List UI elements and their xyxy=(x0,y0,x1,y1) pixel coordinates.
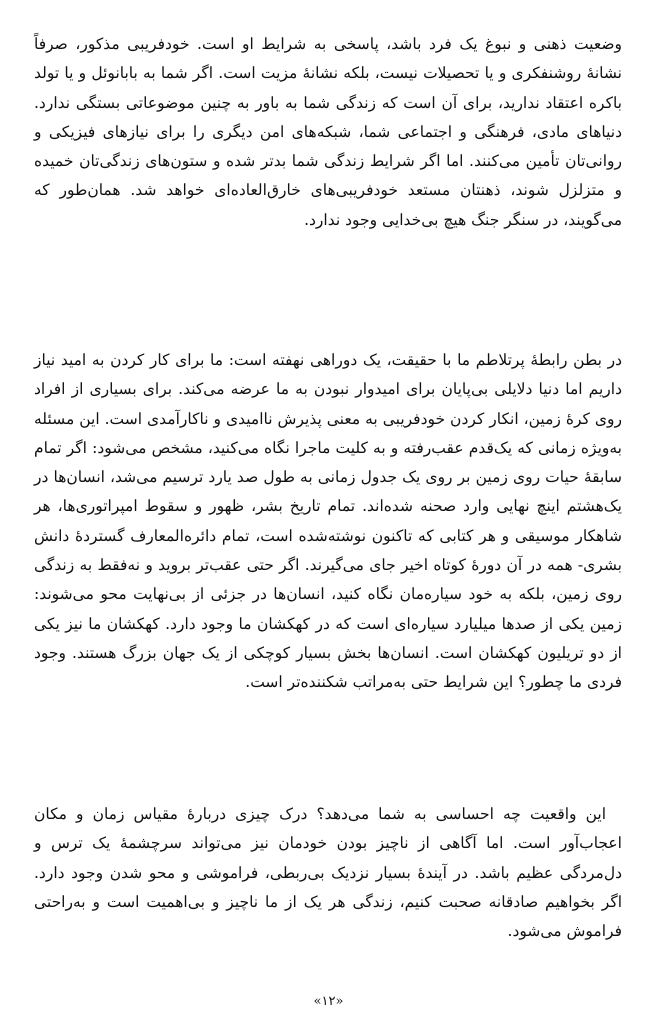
text-paragraph-2 xyxy=(34,346,622,698)
paragraph-text: وضعیت ذهنی و نبوغ یک فرد باشد، پاسخی به شرایط او است. خودفریبی مذکور، صرفاً نشانهٔ روشنفکری و یا تحصیلات نیست، بلکه نشانهٔ مزیت است. اگر شما به بابانوئل و یا تولد باکره اعتقاد ندارید، برای آن است که زندگی شما به باور به چنین موضوعاتی بستگی ندارد. دنیاهای مادی، فرهنگی و اجتماعی شما، شبکه‌های امن دیگری را برای نیازهای فیزیکی و روانی‌تان تأمین می‌کنند. اما اگر شرایط زندگی شما بدتر شده و ستون‌های زندگی‌تان خمیده و متزلزل شوند، ذهنتان مستعد خودفریبی‌های خارق‌العاده‌ای خواهد شد. همان‌طور که می‌گویند، در سنگر جنگ هیچ بی‌خدایی وجود ندارد. xyxy=(34,35,622,229)
text-paragraph-3 xyxy=(34,800,622,946)
page-number: «۱۲» xyxy=(313,994,344,1009)
text-paragraph-1 xyxy=(34,30,622,235)
paragraph-text: در بطن رابطهٔ پرتلاطم ما با حقیقت، یک دوراهی نهفته است: ما برای کار کردن به امید نیاز داریم اما دنیا دلایلی بی‌پایان برای امیدوار نبودن به ما عرضه می‌کند. برای بسیاری از افراد روی کرهٔ زمین، انکار کردن خودفریبی به معنی پذیرش ناامیدی و ناکارآمدی است. این مسئله به‌ویژه زمانی که یک‌قدم عقب‌رفته و به کلیت ماجرا نگاه می‌کنید، مشخص می‌شود: اگر تمام سابقهٔ حیات روی زمین بر روی یک جدول زمانی به طول صد یارد ترسیم می‌شد، انسان‌ها در یک‌هشتم اینچ نهایی وارد صحنه شده‌اند. تمام تاریخ بشر، ظهور و سقوط امپراتوری‌ها، هر شاهکار موسیقی و هر کتابی که تاکنون نوشته‌شده است، تمام دائره‌المعارف گستردهٔ دانش بشری- همه در آن دورهٔ کوتاه اخیر جای می‌گیرند. اگر حتی عقب‌تر بروید و نه‌فقط به زندگی روی زمین، بلکه به خود سیاره‌مان نگاه کنید، انسان‌ها در جزئی از بی‌نهایت محو می‌شوند: زمین یکی از صدها میلیارد سیاره‌ای است که در کهکشان ما وجود دارد. کهکشان ما نیز یکی از دو تریلیون کهکشان است. انسان‌ها بخش بسیار کوچکی از یک جهان بزرگ هستند. وجود فردی ما چطور؟ این شرایط حتی به‌مراتب شکننده‌تر است. xyxy=(34,351,622,692)
paragraph-text: این واقعیت چه احساسی به شما می‌دهد؟ درک چیزی دربارهٔ مقیاس زمان و مکان اعجاب‌آور است. اما آگاهی از ناچیز بودن خودمان نیز می‌تواند سرچشمهٔ یک ترس و دل‌مردگی عظیم باشد. در آیندهٔ بسیار نزدیک بی‌ربطی، فراموشی و محو شدن وجود دارد. اگر بخواهیم صادقانه صحبت کنیم، زندگی هر یک از ما ناچیز و بی‌اهمیت است و به‌راحتی فراموش می‌شود. xyxy=(34,805,622,941)
